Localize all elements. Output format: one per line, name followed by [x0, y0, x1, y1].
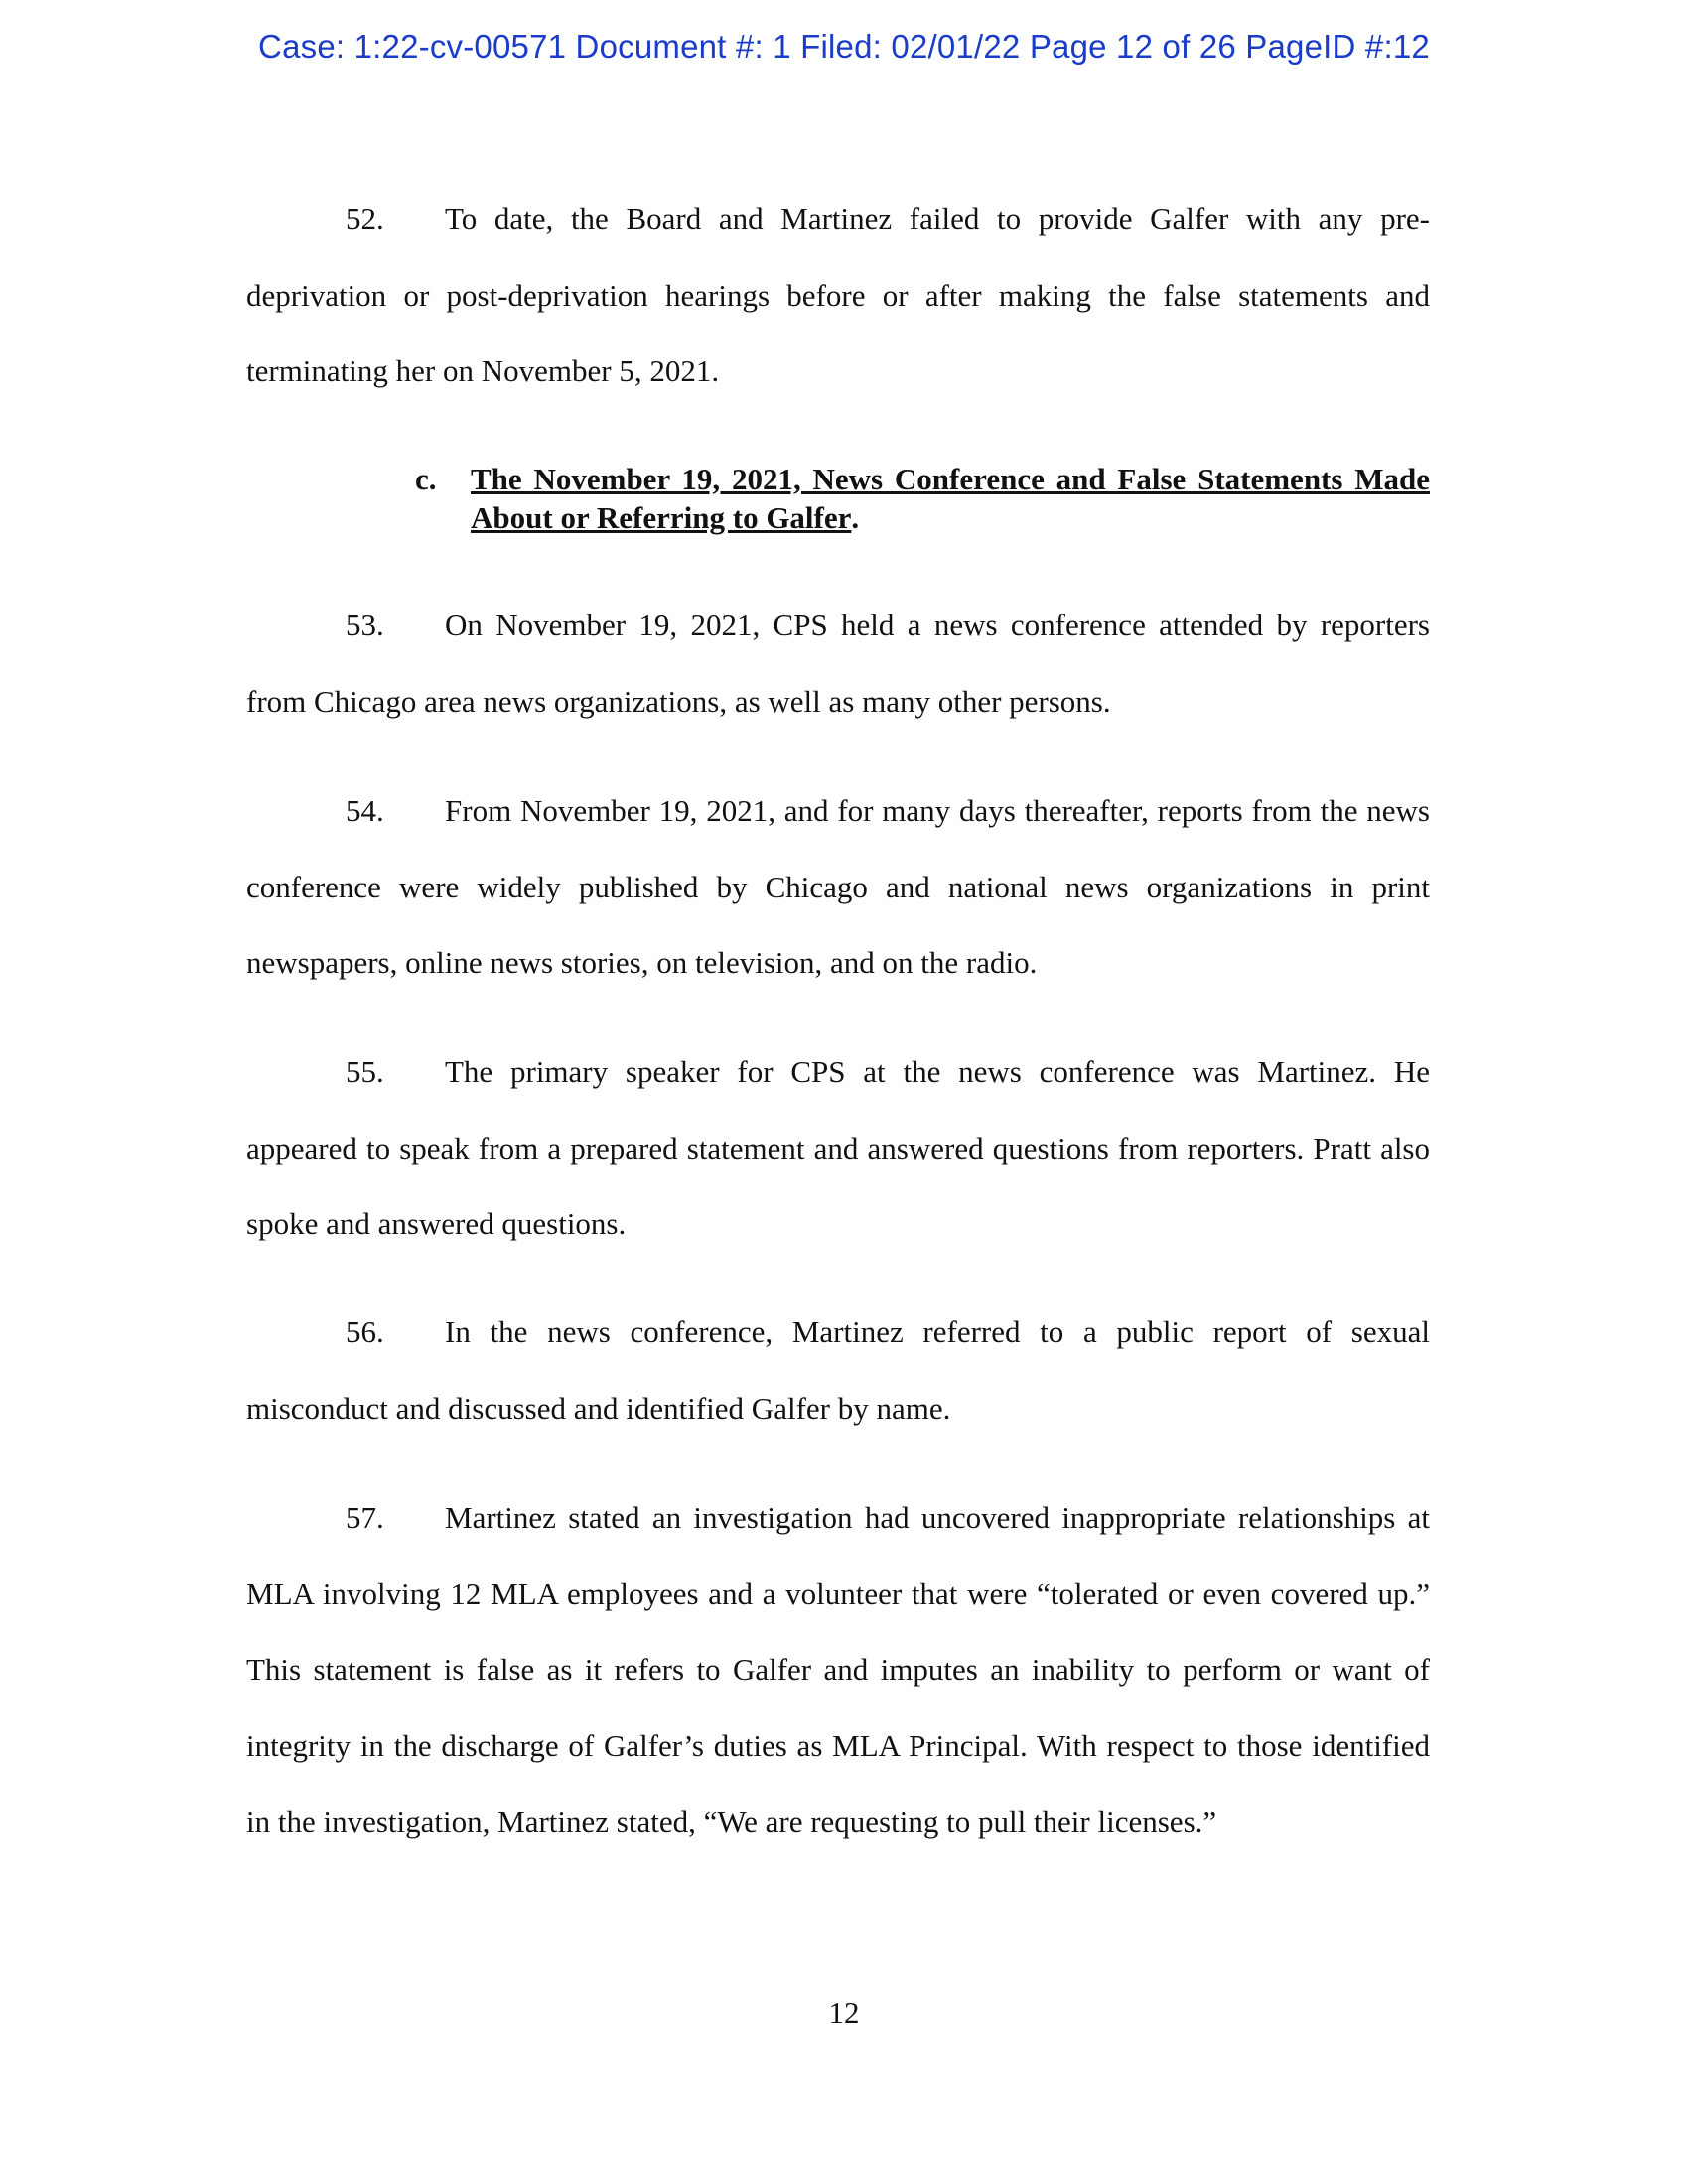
- section-heading-letter: c.: [415, 462, 437, 496]
- section-heading-period: .: [851, 500, 860, 535]
- paragraph-number: 53.: [346, 608, 384, 642]
- paragraph-number: 55.: [346, 1054, 384, 1089]
- paragraph-56: [246, 1295, 1430, 1446]
- paragraph-text: Martinez stated an investigation had uncovered inappropriate relationships at MLA involving 12 MLA employees and a volunteer that were “tolerated or even covered up.” This statement is false as it refers to Galfer and imputes an inability to perform or want of integrity in the discharge of Galfer’s duties as MLA Principal. With respect to those identified in the investigation, Martinez stated, “We are requesting to pull their licenses.”: [246, 1500, 1430, 1839]
- paragraph-text: To date, the Board and Martinez failed to provide Galfer with any pre-deprivation or post-deprivation hearings before or after making the false statements and terminating her on November 5, 2021.: [246, 202, 1430, 388]
- paragraph-57: [246, 1480, 1430, 1860]
- paragraph-54: [246, 773, 1430, 1002]
- section-heading-text: [471, 460, 1430, 537]
- paragraph-text: From November 19, 2021, and for many days thereafter, reports from the news conference were widely published by Chicago and national news organizations in print newspapers, online news stories, on television, and on the radio.: [246, 793, 1430, 980]
- paragraph-number: 56.: [346, 1314, 384, 1349]
- paragraph-number: 52.: [346, 202, 384, 236]
- paragraph-53: [246, 588, 1430, 740]
- paragraph-text: In the news conference, Martinez referred to a public report of sexual misconduct and discussed and identified Galfer by name.: [246, 1314, 1430, 1426]
- paragraph-52: [246, 182, 1430, 410]
- section-heading-title: The November 19, 2021, News Conference and False Statements Made About or Referring to Galfer: [471, 462, 1430, 535]
- section-heading: [415, 460, 1430, 537]
- paragraph-number: 57.: [346, 1500, 384, 1535]
- paragraph-text: The primary speaker for CPS at the news conference was Martinez. He appeared to speak from a prepared statement and answered questions from reporters. Pratt also spoke and answered questions.: [246, 1054, 1430, 1241]
- paragraph-text: On November 19, 2021, CPS held a news conference attended by reporters from Chicago area news organizations, as well as many other persons.: [246, 608, 1430, 719]
- paragraph-number: 54.: [346, 793, 384, 828]
- page-number: 12: [828, 1995, 860, 2030]
- paragraph-55: [246, 1034, 1430, 1263]
- case-header: Case: 1:22-cv-00571 Document #: 1 Filed: 02/01/22 Page 12 of 26 PageID #:12: [258, 28, 1430, 65]
